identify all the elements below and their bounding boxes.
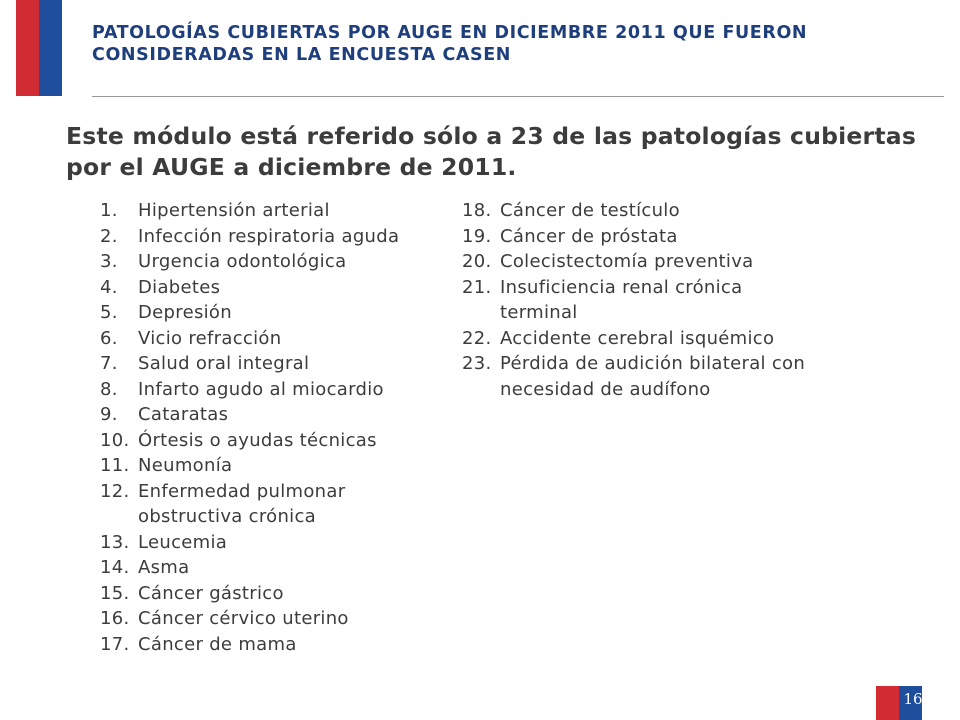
list-item-number: 3.: [100, 251, 118, 272]
list-item-number: 18.: [462, 200, 492, 221]
list-item-text: Depresión: [138, 302, 232, 323]
list-item-text: Cáncer de testículo: [500, 200, 680, 221]
page-number: 16: [903, 690, 923, 708]
list-item-number: 9.: [100, 404, 118, 425]
list-item-text: Insuficiencia renal crónica terminal: [500, 276, 743, 323]
list-item-text: Neumonía: [138, 455, 233, 476]
list-item: [100, 581, 450, 607]
list-item: [100, 555, 450, 581]
list-item: [462, 224, 822, 250]
list-item-text: Leucemia: [138, 531, 228, 553]
list-item-text: Urgencia odontológica: [138, 251, 347, 272]
list-item-number: 7.: [100, 353, 118, 374]
badge-red-stripe: [876, 686, 899, 720]
list-item-text: Cáncer de próstata: [500, 225, 678, 247]
list-item-number: 21.: [462, 276, 492, 298]
list-item: [100, 351, 450, 377]
list-item-text: Cáncer gástrico: [138, 582, 284, 604]
list-item-number: 8.: [100, 378, 118, 400]
list-item: [100, 224, 450, 250]
list-item: [462, 198, 822, 224]
list-item-number: 6.: [100, 327, 118, 349]
list-item-text: Salud oral integral: [138, 353, 310, 374]
list-item-number: 15.: [100, 582, 130, 604]
list-item-text: Órtesis o ayudas técnicas: [138, 429, 377, 451]
flag-decoration: [16, 0, 62, 96]
list-item-number: 16.: [100, 608, 130, 629]
list-item-number: 11.: [100, 455, 130, 476]
list-item-text: Asma: [138, 557, 190, 578]
list-item-text: Cáncer de mama: [138, 633, 297, 655]
list-item: [100, 453, 450, 479]
list-item-number: 19.: [462, 225, 492, 247]
list-item: [100, 249, 450, 275]
flag-red-stripe: [16, 0, 39, 96]
list-item: [100, 300, 450, 326]
page-title: PATOLOGÍAS CUBIERTAS POR AUGE EN DICIEMBRE 2011 QUE FUERON CONSIDERADAS EN LA ENCUESTA CASEN: [92, 23, 808, 65]
list-item-text: Pérdida de audición bilateral con necesidad de audífono: [500, 353, 806, 400]
list-item: [100, 275, 450, 301]
list-item-number: 13.: [100, 531, 130, 553]
list-item: [100, 326, 450, 352]
list-item-text: Infarto agudo al miocardio: [138, 378, 384, 400]
list-item-number: 20.: [462, 251, 492, 272]
list-item-number: 1.: [100, 200, 118, 221]
list-item-number: 12.: [100, 480, 130, 502]
pathology-list-column-1: [100, 198, 450, 657]
pathology-list-column-2: [462, 198, 822, 402]
flag-blue-stripe: [39, 0, 62, 96]
list-item-text: Hipertensión arterial: [138, 200, 330, 221]
list-item-text: Infección respiratoria aguda: [138, 225, 400, 247]
list-item: [462, 249, 822, 275]
list-item-number: 2.: [100, 225, 118, 247]
list-item: [100, 632, 450, 658]
list-item: [100, 198, 450, 224]
list-item: [100, 530, 450, 556]
list-item-number: 14.: [100, 557, 130, 578]
list-item: [100, 606, 450, 632]
list-item-text: Vicio refracción: [138, 327, 282, 349]
list-item-text: Cataratas: [138, 404, 229, 425]
list-item-number: 5.: [100, 302, 118, 323]
list-item-text: Diabetes: [138, 276, 221, 298]
list-item: [462, 326, 822, 352]
list-item-number: 17.: [100, 633, 130, 655]
list-item: [100, 402, 450, 428]
header-divider: [92, 96, 944, 97]
intro-text: Este módulo está referido sólo a 23 de las patologías cubiertas por el AUGE a diciembre de 2011.: [66, 122, 917, 181]
list-item-number: 4.: [100, 276, 118, 298]
list-item-text: Colecistectomía preventiva: [500, 251, 754, 272]
list-item: [462, 275, 822, 326]
list-item-number: 23.: [462, 353, 492, 374]
list-item: [100, 479, 450, 530]
list-item-text: Enfermedad pulmonar obstructiva crónica: [138, 480, 346, 527]
list-item: [100, 428, 450, 454]
list-item: [100, 377, 450, 403]
list-item: [462, 351, 822, 402]
list-item-text: Cáncer cérvico uterino: [138, 608, 349, 629]
list-item-text: Accidente cerebral isquémico: [500, 327, 775, 349]
list-item-number: 10.: [100, 429, 130, 451]
list-item-number: 22.: [462, 327, 492, 349]
